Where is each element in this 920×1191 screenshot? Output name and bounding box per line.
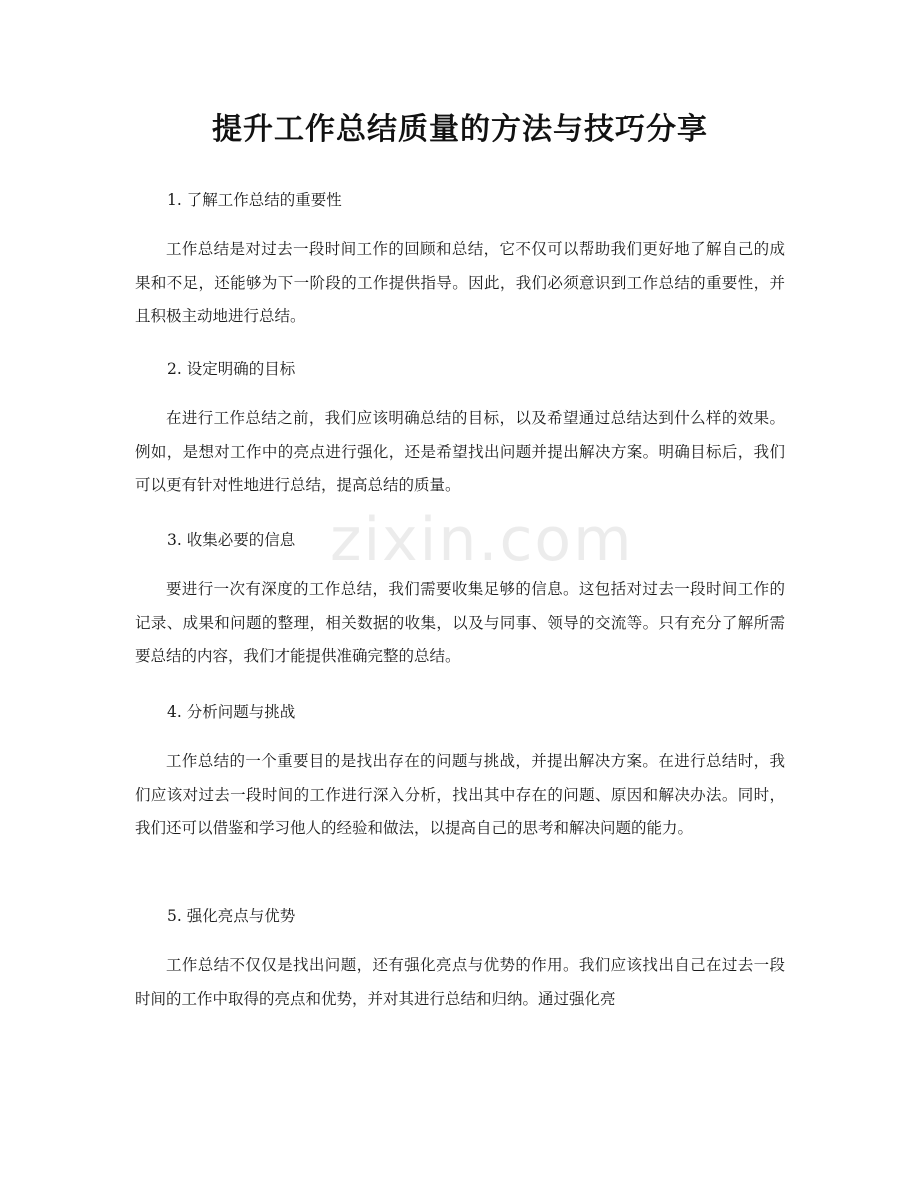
section-paragraph: 工作总结的一个重要目的是找出存在的问题与挑战，并提出解决方案。在进行总结时，我们应该对过去一段时间的工作进行深入分析，找出其中存在的问题、原因和解决办法。同时，我们还可以借鉴和学习他人的经验和做法，以提高自己的思考和解决问题的能力。: [135, 752, 785, 837]
section-heading: 1. 了解工作总结的重要性: [167, 191, 342, 209]
section-heading: 3. 收集必要的信息: [167, 531, 296, 549]
section-paragraph: 在进行工作总结之前，我们应该明确总结的目标，以及希望通过总结达到什么样的效果。例如，是想对工作中的亮点进行强化，还是希望找出问题并提出解决方案。明确目标后，我们可以更有针对性地进行总结，提高总结的质量。: [135, 409, 785, 494]
watermark: zixin.com: [330, 505, 634, 575]
document-title: 提升工作总结质量的方法与技巧分享: [212, 112, 708, 147]
section-heading: 2. 设定明确的目标: [167, 360, 296, 378]
section-heading: 5. 强化亮点与优势: [167, 907, 296, 925]
section-paragraph: 工作总结是对过去一段时间工作的回顾和总结，它不仅可以帮助我们更好地了解自己的成果和不足，还能够为下一阶段的工作提供指导。因此，我们必须意识到工作总结的重要性，并且积极主动地进行总结。: [135, 240, 785, 325]
section-heading: 4. 分析问题与挑战: [167, 703, 296, 721]
section-paragraph: 要进行一次有深度的工作总结，我们需要收集足够的信息。这包括对过去一段时间工作的记录、成果和问题的整理，相关数据的收集，以及与同事、领导的交流等。只有充分了解所需要总结的内容，我们才能提供准确完整的总结。: [135, 580, 785, 665]
section-paragraph: 工作总结不仅仅是找出问题，还有强化亮点与优势的作用。我们应该找出自己在过去一段时间的工作中取得的亮点和优势，并对其进行总结和归纳。通过强化亮: [135, 956, 785, 1008]
